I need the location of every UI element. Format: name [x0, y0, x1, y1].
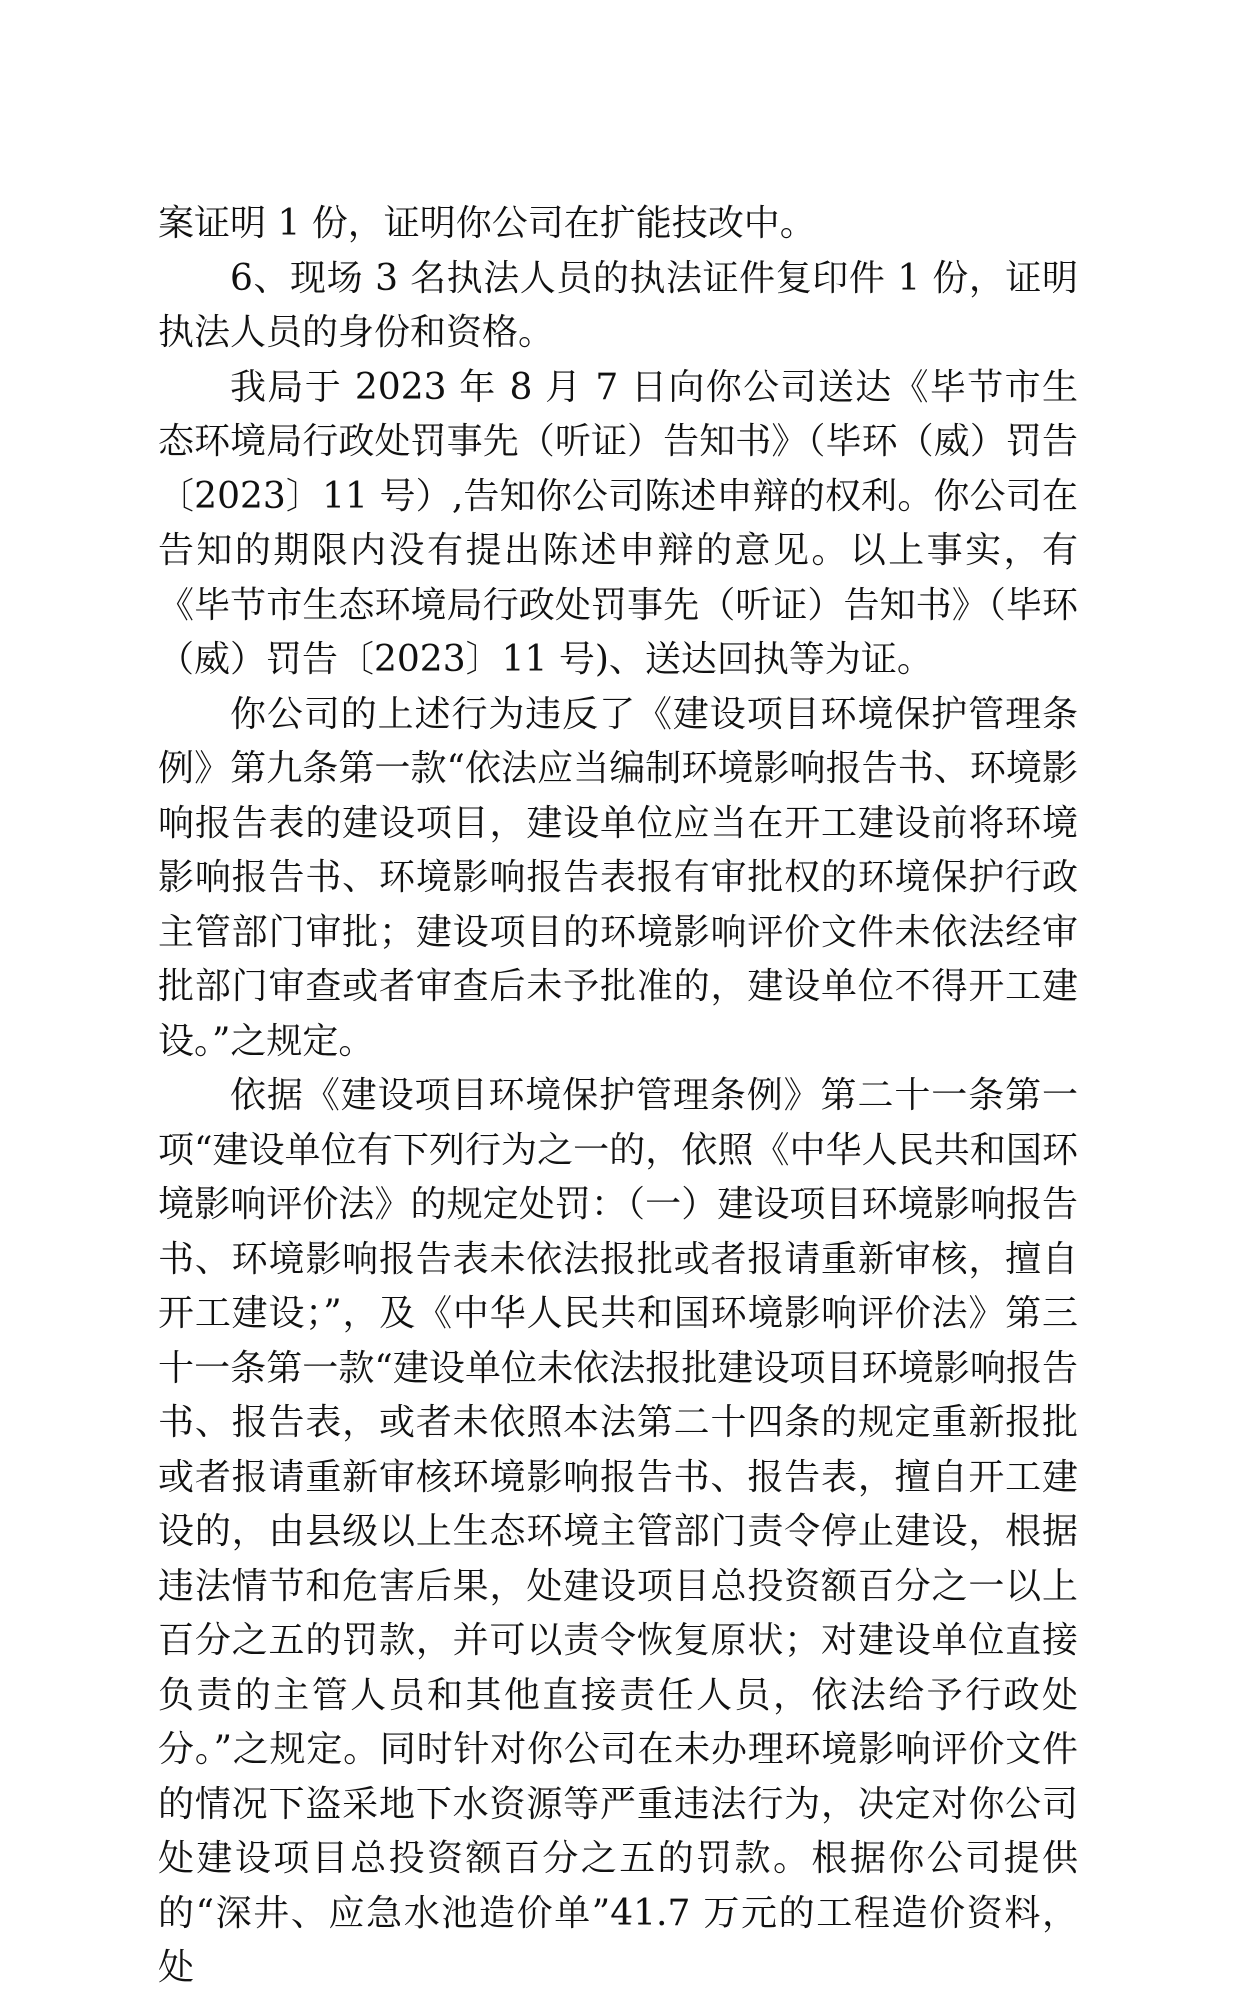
paragraph-penalty-basis: 依据《建设项目环境保护管理条例》第二十一条第一项“建设单位有下列行为之一的，依照《中华人民共和国环境影响评价法》的规定处罚：（一）建设项目环境影响报告书、环境影响报告表未依法报批或者报请重新审核，擅自开工建设；”，及《中华人民共和国环境影响评价法》第三十一条第一款“建设单位未依法报批建设项目环境影响报告书、报告表，或者未依照本法第二十四条的规定重新报批或者报请重新审核环境影响报告书、报告表，擅自开工建设的，由县级以上生态环境主管部门责令停止建设，根据违法情节和危害后果，处建设项目总投资额百分之一以上百分之五的罚款，并可以责令恢复原状；对建设单位直接负责的主管人员和其他直接责任人员，依法给予行政处分。”之规定。同时针对你公司在未办理环境影响评价文件的情况下盗采地下水资源等严重违法行为，决定对你公司处建设项目总投资额百分之五的罚款。根据你公司提供的“深井、应急水池造价单”41.7 万元的工程造价资料，处	[158, 1075, 1078, 1988]
document-body	[158, 197, 1078, 1996]
paragraph-notice-delivery: 我局于 2023 年 8 月 7 日向你公司送达《毕节市生态环境局行政处罚事先（听证）告知书》（毕环（威）罚告〔2023〕11 号）,告知你公司陈述申辩的权利。你公司在告知的期限内没有提出陈述申辩的意见。以上事实，有《毕节市生态环境局行政处罚事先（听证）告知书》（毕环（威）罚告〔2023〕11 号)、送达回执等为证。	[158, 366, 1078, 680]
paragraph-violation: 你公司的上述行为违反了《建设项目环境保护管理条例》第九条第一款“依法应当编制环境影响报告书、环境影响报告表的建设项目，建设单位应当在开工建设前将环境影响报告书、环境影响报告表报有审批权的环境保护行政主管部门审批；建设项目的环境影响评价文件未依法经审批部门审查或者审查后未予批准的，建设单位不得开工建设。”之规定。	[158, 693, 1078, 1062]
paragraph-evidence-6: 6、现场 3 名执法人员的执法证件复印件 1 份，证明执法人员的身份和资格。	[158, 257, 1078, 353]
paragraph-evidence-5-continued: 案证明 1 份，证明你公司在扩能技改中。	[158, 203, 816, 244]
